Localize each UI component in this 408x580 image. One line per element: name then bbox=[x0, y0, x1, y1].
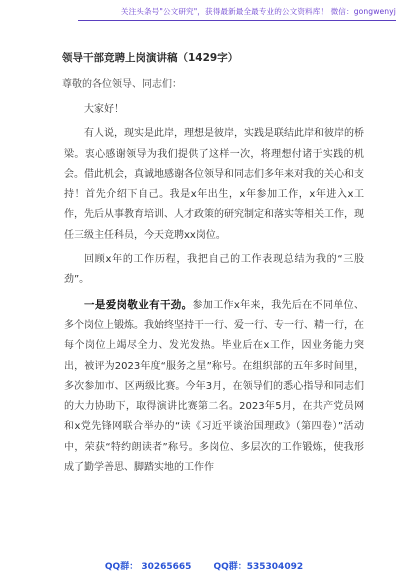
document-title: 领导干部竞聘上岗演讲稿（1429字） bbox=[62, 52, 239, 64]
document-body bbox=[64, 50, 364, 478]
footer-contact bbox=[0, 559, 408, 572]
header-banner: 关注头条号"公文研究"，获得最新最全最专业的公文资料库！ 微信：gongwenyj bbox=[78, 6, 396, 21]
section-1-body: 参加工作x年来，我先后在不同单位、多个岗位上锻炼。我始终坚持干一行、爱一行、专一行、精一行，在每个岗位上竭尽全力、发光发热。毕业后在x工作，因业务能力突出，被评为2023年度“服务之星”称号。在组织部的五年多时间里，多次参加市、区两级比赛。今年3月，在领导们的悉心指导和同志们的大力协助下，取得演讲比赛第二名。2023年5月，在共产党员网和x党先锋网联合举办的“读《习近平谈治国理政》（第四卷）”活动中，荣获“特约朗读者”称号。多岗位、多层次的工作锻炼，使我形成了勤学善思、脚踏实地的工作作 bbox=[64, 299, 365, 474]
paragraph-section-1 bbox=[64, 295, 364, 479]
qq-group-2: QQ群：535304092 bbox=[213, 562, 304, 572]
section-1-heading: 一是爱岗敬业有干劲。 bbox=[84, 298, 193, 311]
paragraph-intro: 有人说，现实是此岸，理想是彼岸，实践是联结此岸和彼岸的桥梁。衷心感谢领导为我们提供了这样一次，将理想付诸于实践的机会。借此机会，真诚地感谢各位领导和同志们多年来对我的关心和支持！首先介绍下自己。我是x年出生，x年参加工作，x年进入x工作，先后从事教育培训、人才政策的研究制定和落实等相关工作，现任三级主任科员，今天竞聘xx岗位。 bbox=[64, 128, 364, 241]
qq-group-1: QQ群： 30265665 bbox=[104, 562, 192, 572]
greeting: 大家好！ bbox=[84, 104, 124, 115]
salutation: 尊敬的各位领导、同志们： bbox=[62, 79, 182, 90]
paragraph-review: 回顾x年的工作历程，我把自己的工作表现总结为我的“三股劲”。 bbox=[64, 254, 364, 286]
